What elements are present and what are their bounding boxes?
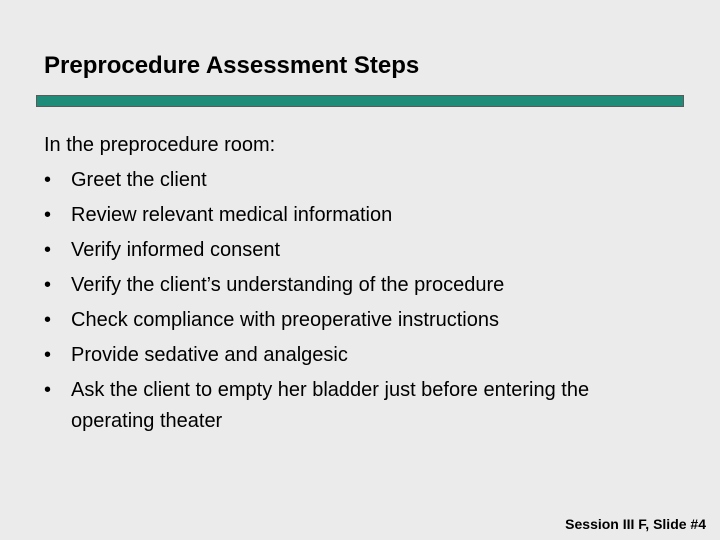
list-item — [44, 375, 674, 437]
bullet-icon: • — [44, 169, 52, 191]
bullet-text: Review relevant medical information — [71, 204, 393, 226]
bullet-icon: • — [44, 344, 52, 366]
title-divider — [36, 95, 684, 107]
bullet-icon: • — [44, 239, 52, 261]
list-item — [44, 338, 674, 373]
bullet-text: Verify the client’s understanding of the procedure — [71, 274, 505, 296]
bullet-icon: • — [44, 274, 52, 296]
list-item — [44, 303, 674, 338]
bullet-icon: • — [44, 204, 52, 226]
bullet-icon: • — [44, 379, 52, 401]
intro-text: In the preprocedure room: — [44, 134, 276, 156]
list-item — [44, 268, 674, 303]
bullet-text: Verify informed consent — [71, 239, 280, 261]
slide-title: Preprocedure Assessment Steps — [44, 52, 420, 79]
bullet-text: Check compliance with preoperative instructions — [71, 309, 499, 331]
bullet-text: Provide sedative and analgesic — [71, 344, 348, 366]
bullet-list — [44, 163, 674, 437]
bullet-text: Ask the client to empty her bladder just before entering the operating theater — [71, 379, 590, 432]
list-item — [44, 163, 674, 198]
slide-footer: Session III F, Slide #4 — [565, 516, 706, 532]
list-item — [44, 198, 674, 233]
list-item — [44, 233, 674, 268]
bullet-icon: • — [44, 309, 52, 331]
bullet-text: Greet the client — [71, 169, 207, 191]
